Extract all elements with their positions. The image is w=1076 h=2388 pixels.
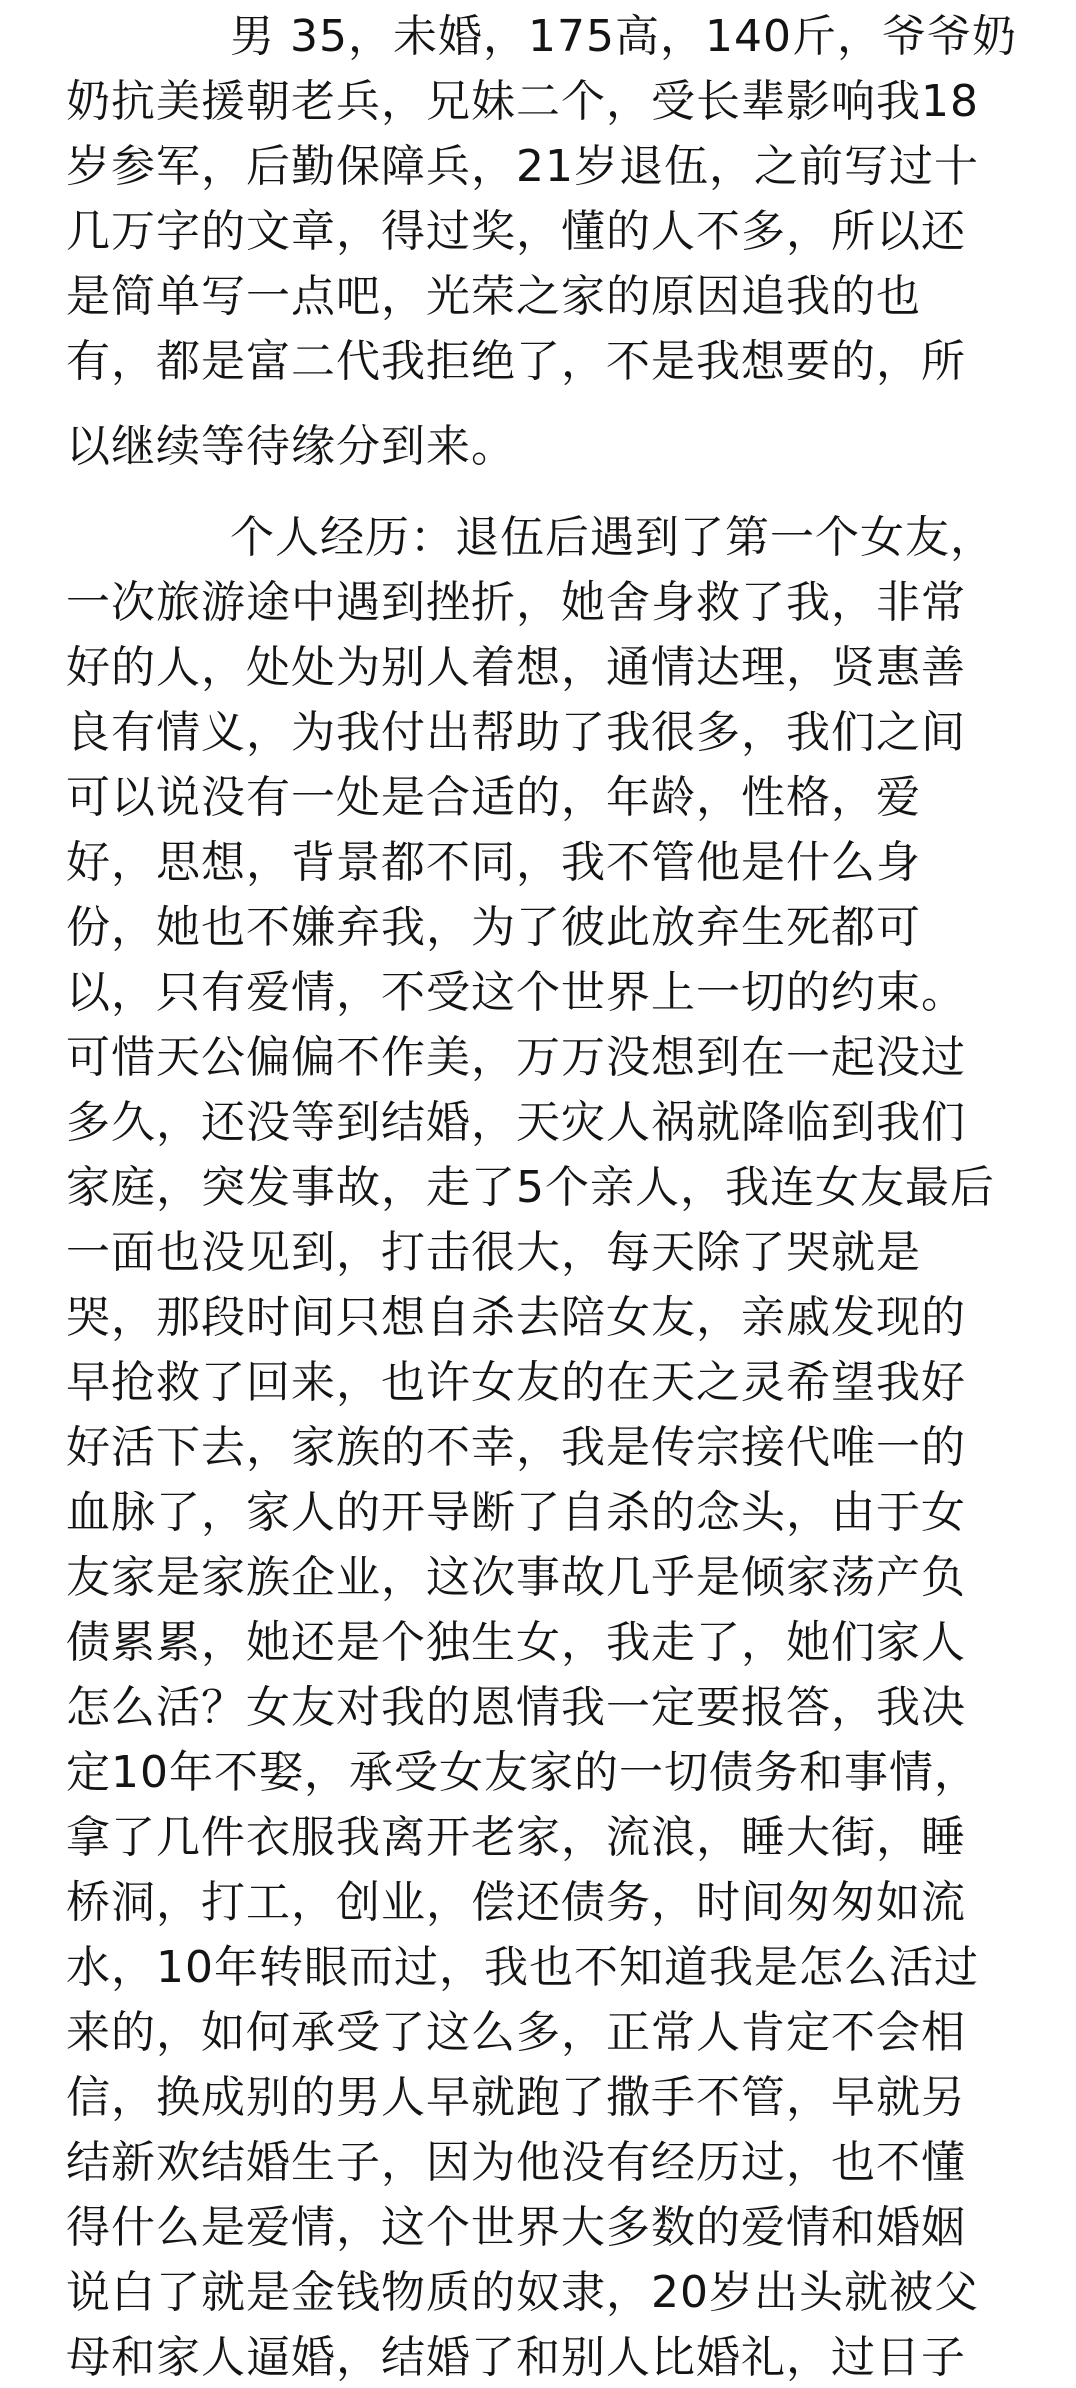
text-line: 家庭，突发事故，走了5个亲人，我连女友最后: [66, 1162, 995, 1213]
text-line: 可以说没有一处是合适的，年龄，性格，爱: [66, 772, 921, 823]
text-line: 好的人，处处为别人着想，通情达理，贤惠善: [66, 642, 966, 693]
text-line: 好活下去，家族的不幸，我是传宗接代唯一的: [66, 1422, 966, 1473]
text-line: 几万字的文章，得过奖，懂的人不多，所以还: [66, 206, 966, 257]
text-line: 一次旅游途中遇到挫折，她舍身救了我，非常: [66, 577, 966, 628]
text-line: 多久，还没等到结婚，天灾人祸就降临到我们: [66, 1097, 966, 1148]
text-line: 有，都是富二代我拒绝了，不是我想要的，所: [66, 336, 966, 387]
text-line: 早抢救了回来，也许女友的在天之灵希望我好: [66, 1357, 966, 1408]
text-line: 份，她也不嫌弃我，为了彼此放弃生死都可: [66, 902, 921, 953]
text-line: 奶抗美援朝老兵，兄妹二个，受长辈影响我18: [66, 76, 979, 127]
text-line: 说白了就是金钱物质的奴隶，20岁出头就被父: [66, 2267, 979, 2318]
text-line: 可惜天公偏偏不作美，万万没想到在一起没过: [66, 1032, 966, 1083]
text-line: 哭，那段时间只想自杀去陪女友，亲戚发现的: [66, 1292, 966, 1343]
text-line: 定10年不娶，承受女友家的一切债务和事情，: [66, 1747, 979, 1798]
text-line: 得什么是爱情，这个世界大多数的爱情和婚姻: [66, 2202, 966, 2253]
text-line: 个人经历：退伍后遇到了第一个女友，: [230, 512, 995, 563]
text-line: 良有情义，为我付出帮助了我很多，我们之间: [66, 707, 966, 758]
text-line: 水，10年转眼而过，我也不知道我是怎么活过: [66, 1942, 979, 1993]
text-line: 以，只有爱情，不受这个世界上一切的约束。: [66, 967, 966, 1018]
text-line: 血脉了，家人的开导断了自杀的念头，由于女: [66, 1487, 966, 1538]
text-line: 怎么活？女友对我的恩情我一定要报答，我决: [66, 1682, 966, 1733]
text-line: 以继续等待缘分到来。: [66, 421, 516, 472]
text-line: 来的，如何承受了这么多，正常人肯定不会相: [66, 2007, 966, 2058]
text-line: 桥洞，打工，创业，偿还债务，时间匆匆如流: [66, 1877, 966, 1928]
text-line: 好，思想，背景都不同，我不管他是什么身: [66, 837, 921, 888]
text-line: 是简单写一点吧，光荣之家的原因追我的也: [66, 271, 921, 322]
text-line: 拿了几件衣服我离开老家，流浪，睡大街，睡: [66, 1812, 966, 1863]
text-line: 信，换成别的男人早就跑了撒手不管，早就另: [66, 2072, 966, 2123]
text-line: 男 35，未婚，175高，140斤，爷爷奶: [230, 11, 1017, 62]
text-line: 岁参军，后勤保障兵，21岁退伍，之前写过十: [66, 141, 979, 192]
text-line: 一面也没见到，打击很大，每天除了哭就是: [66, 1227, 921, 1278]
text-line: 结新欢结婚生子，因为他没有经历过，也不懂: [66, 2137, 966, 2188]
text-line: 母和家人逼婚，结婚了和别人比婚礼，过日子: [66, 2332, 966, 2383]
text-line: 友家是家族企业，这次事故几乎是倾家荡产负: [66, 1552, 966, 1603]
text-line: 债累累，她还是个独生女，我走了，她们家人: [66, 1617, 966, 1668]
